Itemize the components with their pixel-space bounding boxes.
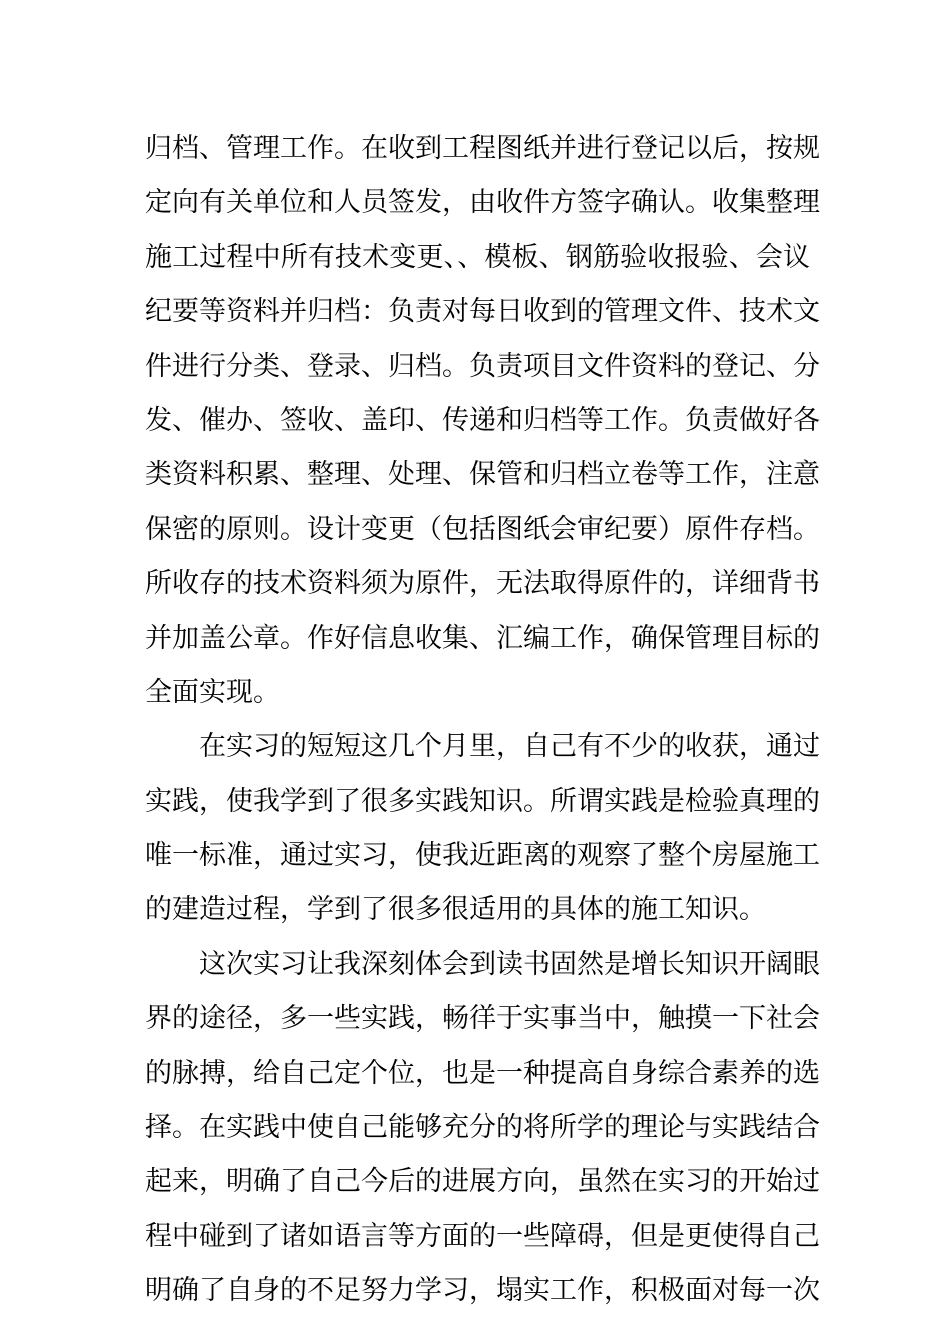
text-line: 全面实现。 — [145, 676, 280, 708]
text-line: 明确了自身的不足努力学习，塌实工作，积极面对每一次 — [145, 1275, 820, 1307]
text-line: 件进行分类、登录、归档。负责项目文件资料的登记、分 — [145, 350, 820, 382]
text-line: 所收存的技术资料须为原件，无法取得原件的，详细背书 — [145, 568, 820, 600]
text-line: 并加盖公章。作好信息收集、汇编工作，确保管理目标的 — [145, 622, 820, 654]
paragraph-first-line: 在实习的短短这几个月里，自己有不少的收获，通过 — [199, 731, 820, 763]
text-line: 起来，明确了自己今后的进展方向，虽然在实习的开始过 — [145, 1166, 820, 1198]
text-line: 的建造过程，学到了很多很适用的具体的施工知识。 — [145, 894, 766, 926]
text-line: 保密的原则。设计变更（包括图纸会审纪要）原件存档。 — [145, 513, 820, 545]
body-text — [145, 122, 820, 1319]
text-line: 发、催办、签收、盖印、传递和归档等工作。负责做好各 — [145, 404, 820, 436]
text-line: 施工过程中所有技术变更、、模板、钢筋验收报验、会议 — [145, 241, 810, 273]
text-line: 归档、管理工作。在收到工程图纸并进行登记以后，按规 — [145, 133, 820, 164]
paragraph-first-line: 这次实习让我深刻体会到读书固然是增长知识开阔眼 — [199, 948, 820, 980]
text-line: 程中碰到了诸如语言等方面的一些障碍，但是更使得自己 — [145, 1220, 820, 1252]
text-line: 择。在实践中使自己能够充分的将所学的理论与实践结合 — [145, 1112, 820, 1144]
text-line: 类资料积累、整理、处理、保管和归档立卷等工作，注意 — [145, 459, 820, 491]
text-line: 定向有关单位和人员签发，由收件方签字确认。收集整理 — [145, 187, 820, 219]
text-line: 的脉搏，给自己定个位，也是一种提高自身综合素养的选 — [145, 1057, 820, 1089]
text-line: 界的途径，多一些实践，畅徉于实事当中，触摸一下社会 — [145, 1003, 820, 1035]
text-line: 唯一标准，通过实习，使我近距离的观察了整个房屋施工 — [145, 840, 820, 872]
text-line: 实践，使我学到了很多实践知识。所谓实践是检验真理的 — [145, 785, 820, 817]
text-line: 纪要等资料并归档：负责对每日收到的管理文件、技术文 — [145, 296, 820, 328]
